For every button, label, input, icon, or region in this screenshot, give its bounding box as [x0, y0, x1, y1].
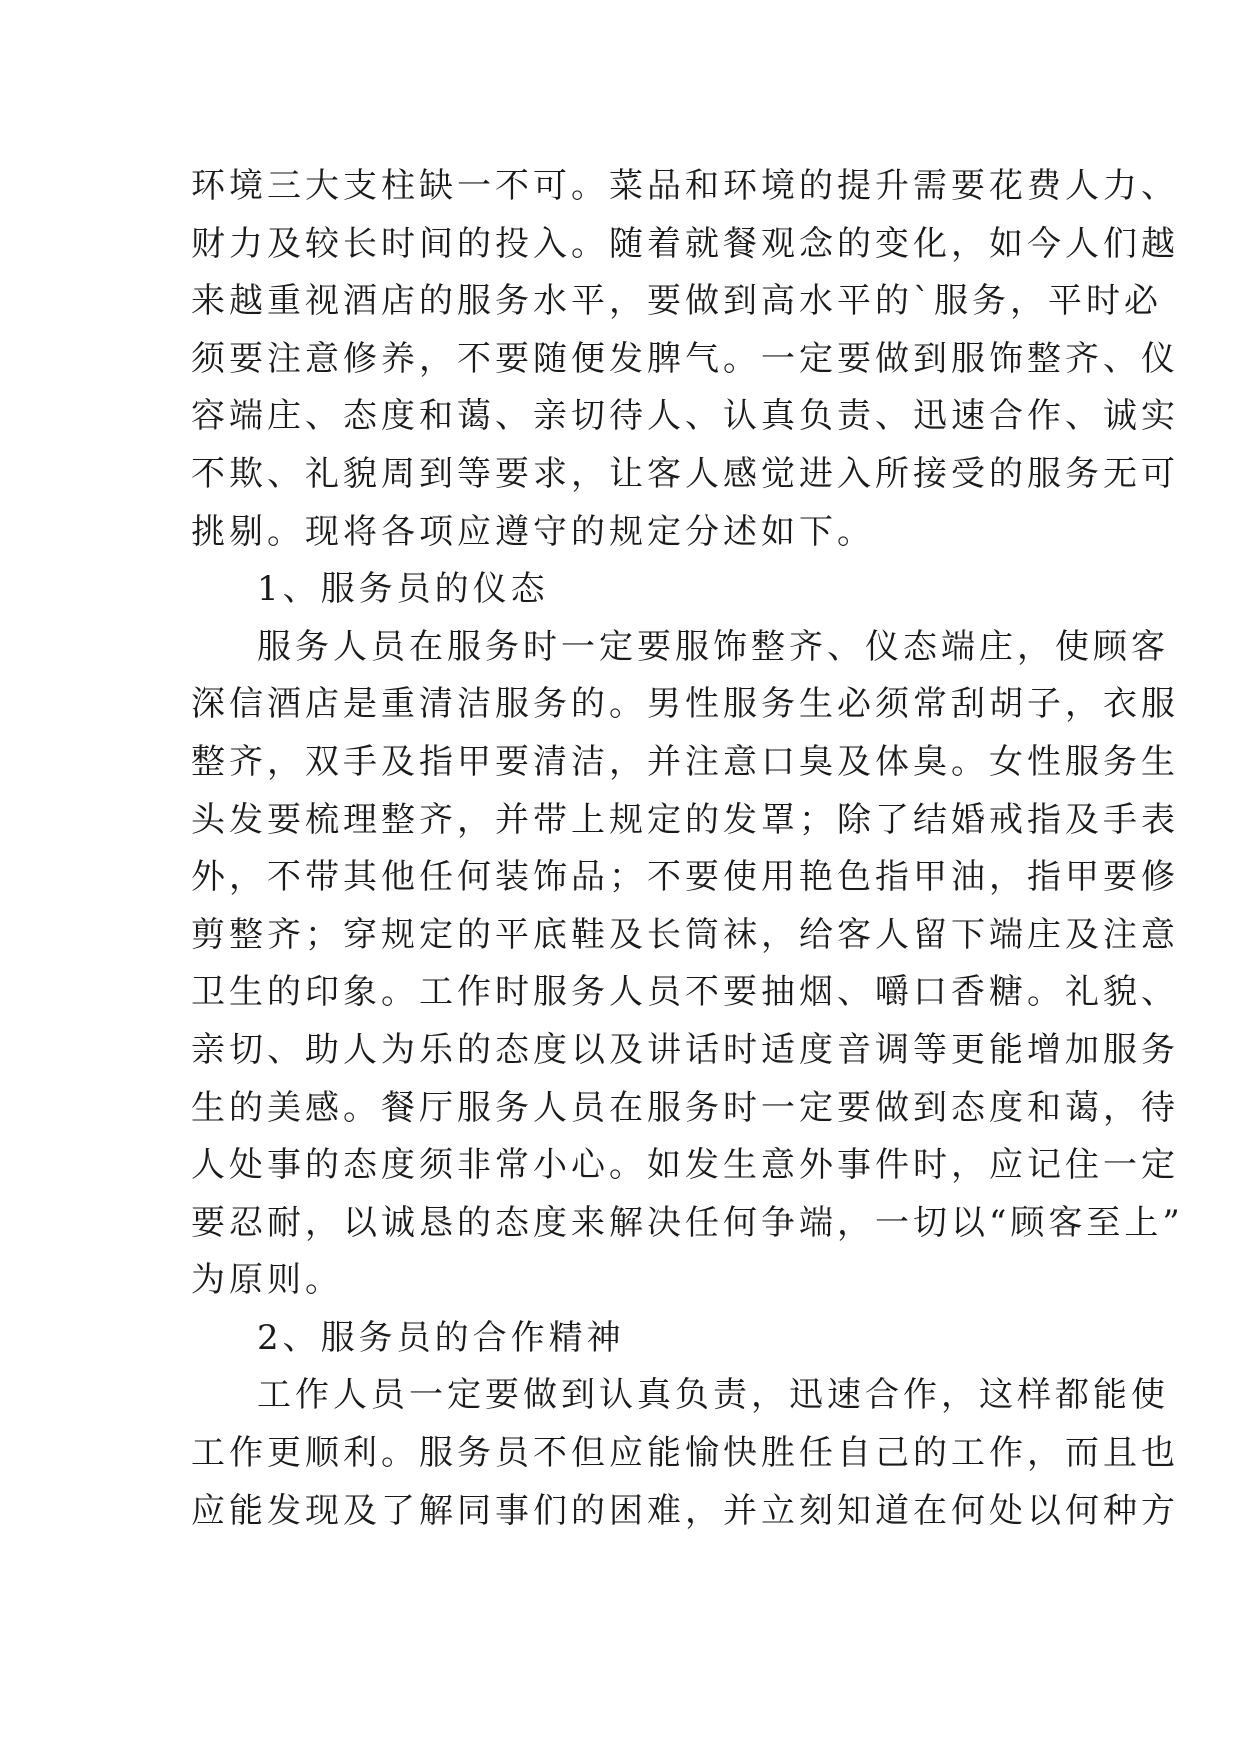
- text-line: 整齐，双手及指甲要清洁，并注意口臭及体臭。女性服务生: [191, 741, 1179, 782]
- text-line: 挑剔。现将各项应遵守的规定分述如下。: [191, 511, 875, 552]
- text-line: 深信酒店是重清洁服务的。男性服务生必须常刮胡子，衣服: [191, 684, 1179, 725]
- text-line: 环境三大支柱缺一不可。菜品和环境的提升需要花费人力、: [191, 166, 1179, 206]
- text-line: 剪整齐；穿规定的平底鞋及长筒袜，给客人留下端庄及注意: [191, 914, 1179, 955]
- text-line: 财力及较长时间的投入。随着就餐观念的变化，如今人们越: [191, 223, 1179, 264]
- paragraph-start: 工作人员一定要做到认真负责，迅速合作，这样都能使: [257, 1375, 1169, 1416]
- text-line: 头发要梳理整齐，并带上规定的发罩；除了结婚戒指及手表: [191, 799, 1179, 840]
- text-line: 外，不带其他任何装饰品；不要使用艳色指甲油，指甲要修: [191, 857, 1179, 898]
- text-line: 亲切、助人为乐的态度以及讲话时适度音调等更能增加服务: [191, 1029, 1179, 1070]
- text-line: 不欺、礼貌周到等要求，让客人感觉进入所接受的服务无可: [191, 453, 1179, 494]
- text-line: 应能发现及了解同事们的困难，并立刻知道在何处以何种方: [191, 1490, 1179, 1531]
- paragraph-start: 服务人员在服务时一定要服饰整齐、仪态端庄，使顾客: [257, 626, 1169, 667]
- text-line: 工作更顺利。服务员不但应能愉快胜任自己的工作，而且也: [191, 1433, 1179, 1474]
- text-line: 要忍耐，以诚恳的态度来解决任何争端，一切以“顾客至上”: [191, 1202, 1184, 1243]
- section-heading: 2、服务员的合作精神: [257, 1317, 625, 1358]
- section-heading: 1、服务员的仪态: [257, 569, 549, 610]
- text-line: 卫生的印象。工作时服务人员不要抽烟、嚼口香糖。礼貌、: [191, 972, 1179, 1013]
- text-line: 容端庄、态度和蔼、亲切待人、认真负责、迅速合作、诚实: [191, 396, 1179, 437]
- text-line: 须要注意修养，不要随便发脾气。一定要做到服饰整齐、仪: [191, 338, 1179, 379]
- text-line: 来越重视酒店的服务水平，要做到高水平的`服务，平时必: [191, 281, 1162, 322]
- text-line: 为原则。: [191, 1260, 343, 1301]
- text-line: 生的美感。餐厅服务人员在服务时一定要做到态度和蔼，待: [191, 1087, 1179, 1128]
- text-line: 人处事的态度须非常小心。如发生意外事件时，应记住一定: [191, 1145, 1179, 1186]
- document-body: [191, 158, 1184, 1540]
